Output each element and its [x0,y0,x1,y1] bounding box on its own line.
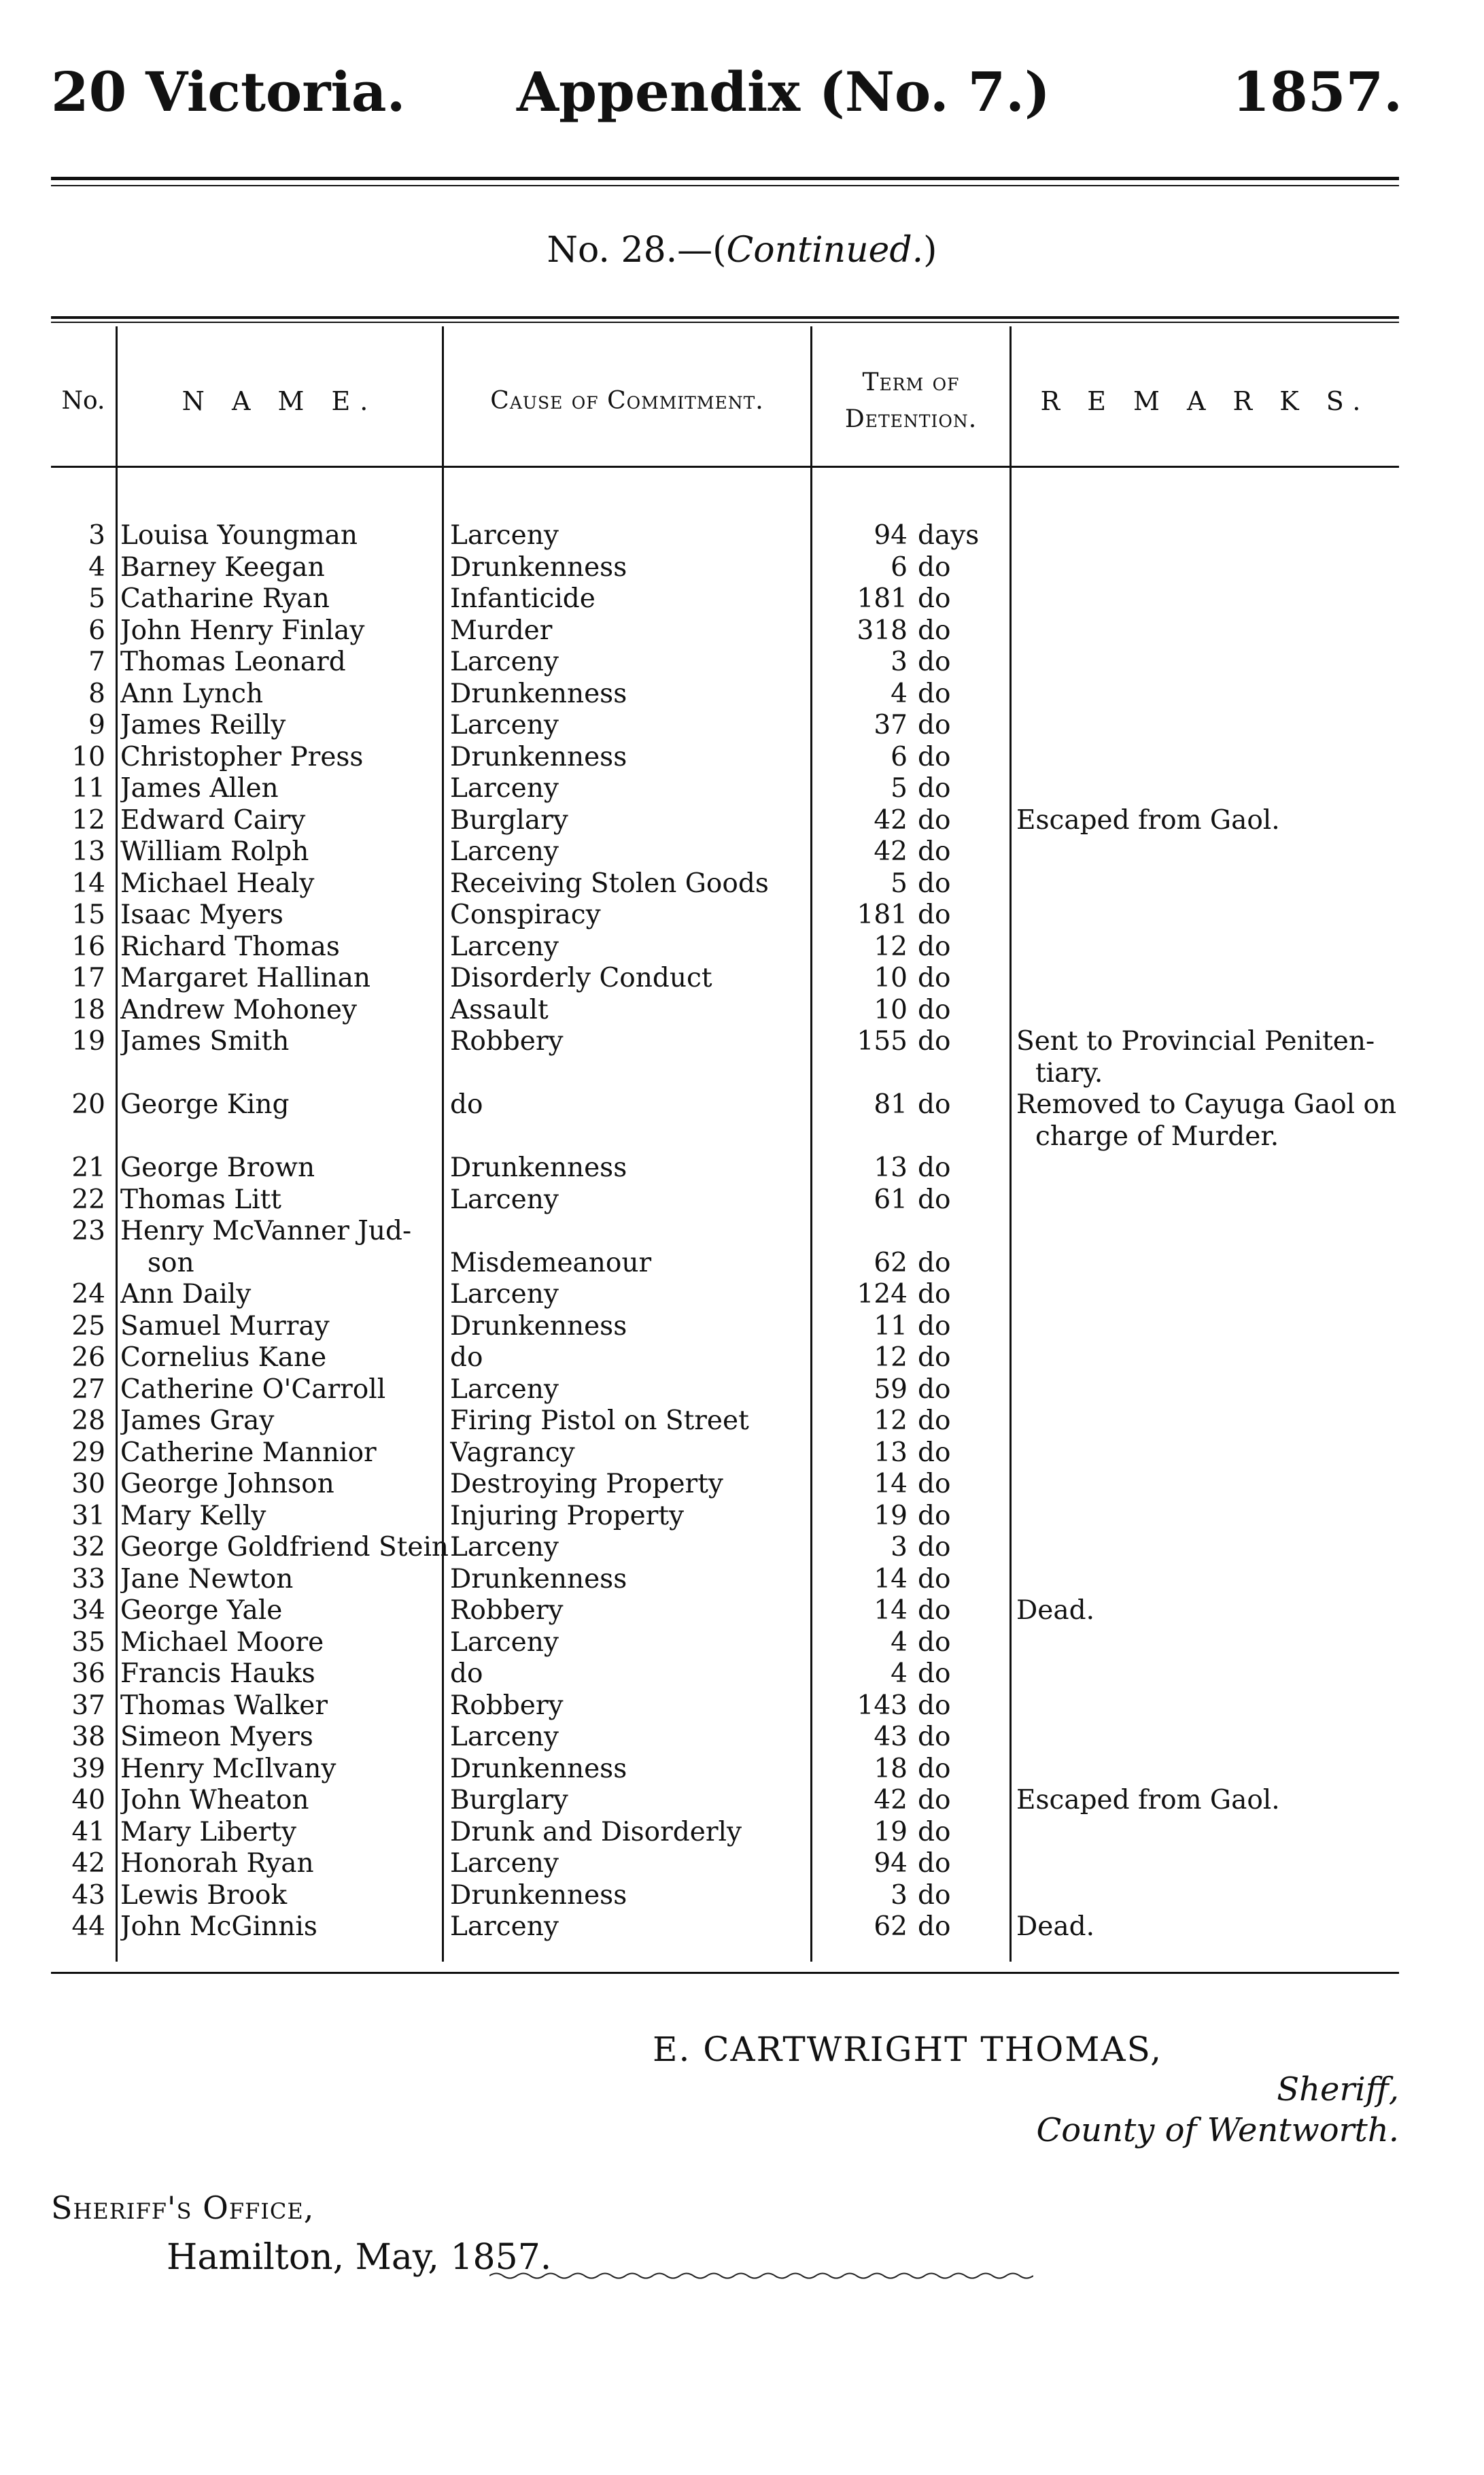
commitment-cause: Drunkenness [450,741,627,772]
remarks: Escaped from Gaol. [1016,1785,1280,1815]
prisoner-name: Samuel Murray [120,1310,330,1342]
row-number: 38 [71,1722,105,1752]
row-number: 21 [71,1153,105,1183]
detention-term: 19 [874,1816,908,1847]
detention-unit: do [918,994,951,1025]
signatory-title: Sheriff, [1277,2070,1399,2109]
commitment-cause: Larceny [450,1911,559,1942]
prisoner-name: John Henry Finlay [120,615,365,646]
commitment-cause: Drunkenness [450,1310,627,1342]
column-header-cause: Cause of Commitment. [490,387,764,415]
commitment-cause: Robbery [450,1026,564,1057]
subtitle-suffix: ) [923,230,937,271]
table-row [51,1405,1399,1437]
row-number: 9 [88,710,105,740]
prisoner-name: Lewis Brook [120,1879,288,1911]
detention-term: 59 [874,1373,908,1405]
row-number: 36 [71,1658,105,1689]
detention-term: 4 [891,1658,908,1689]
prisoner-name: Ann Lynch [120,678,264,709]
detention-term: 124 [857,1279,908,1310]
row-number: 22 [71,1184,105,1215]
table-row [51,552,1399,584]
row-number: 15 [71,900,105,930]
detention-term: 42 [874,836,908,867]
table-row [51,1911,1399,1943]
prisoner-name: George Brown [120,1153,315,1183]
commitment-cause: Disorderly Conduct [450,963,712,993]
prisoner-name: Simeon Myers [120,1722,313,1752]
row-number: 16 [71,931,105,962]
detention-term: 81 [874,1089,908,1120]
prisoner-name: James Allen [120,773,279,804]
table-row [51,1848,1399,1880]
row-number: 19 [71,1026,105,1057]
commitment-cause: Vagrancy [450,1437,575,1468]
remarks: Dead. [1016,1595,1094,1626]
header-volume: 20 Victoria. [51,60,406,124]
row-number: 32 [71,1532,105,1563]
table-row [51,805,1399,837]
table-header-rule [51,466,1399,468]
row-number: 27 [71,1373,105,1405]
table-row [51,1532,1399,1564]
prisoner-name: Thomas Walker [120,1690,328,1721]
detention-unit: do [918,1722,951,1752]
row-number: 8 [88,678,105,709]
commitment-cause: Murder [450,615,553,646]
commitment-table [51,316,1399,1968]
prisoner-name: James Reilly [120,710,286,740]
prisoner-name: Ann Daily [120,1279,252,1310]
column-header-term-line1: Term of [862,369,960,396]
remarks: Removed to Cayuga Gaol on [1016,1089,1397,1120]
table-top-rule-thin [51,322,1399,323]
detention-term: 6 [891,551,908,583]
commitment-cause: Larceny [450,1626,559,1658]
table-row [51,963,1399,995]
detention-term: 3 [891,647,908,677]
column-header-term-line2: Detention. [844,405,978,433]
table-row [51,995,1399,1027]
commitment-cause: Larceny [450,1532,559,1563]
row-number: 39 [71,1753,105,1784]
table-row [51,615,1399,647]
signatory-name: E. CARTWRIGHT THOMAS, [653,2030,1162,2069]
commitment-cause: do [450,1089,483,1120]
commitment-cause: Larceny [450,1722,559,1752]
place-date: Hamilton, May, 1857. [167,2237,552,2278]
detention-unit: do [918,1911,951,1942]
prisoner-name: George King [120,1089,290,1120]
prisoner-name: Andrew Mohoney [120,994,357,1025]
commitment-cause: Drunkenness [450,1563,627,1594]
prisoner-name: George Johnson [120,1469,334,1499]
row-number: 13 [71,836,105,867]
remarks: Sent to Provincial Peniten- [1016,1026,1375,1057]
detention-unit: do [918,647,951,677]
table-row [51,1501,1399,1533]
header-year: 1857. [1232,60,1402,124]
row-number: 3 [88,520,105,551]
row-number: 20 [71,1089,105,1120]
row-number: 42 [71,1848,105,1879]
table-row [51,1817,1399,1849]
detention-term: 181 [857,583,908,614]
prisoner-name: John Wheaton [120,1785,309,1815]
table-row [51,1690,1399,1722]
column-header-remarks: R E M A R K S. [1040,386,1370,416]
table-row [51,836,1399,868]
detention-term: 5 [891,773,908,804]
detention-unit: do [918,583,951,614]
prisoner-name-continued: son [148,1247,194,1278]
table-row [51,1311,1399,1343]
row-number: 6 [88,615,105,646]
prisoner-name: Richard Thomas [120,931,340,962]
commitment-cause: Receiving Stolen Goods [450,868,769,899]
detention-term: 3 [891,1879,908,1911]
detention-term: 10 [874,963,908,993]
detention-term: 4 [891,1626,908,1658]
row-number: 23 [71,1216,105,1246]
detention-unit: do [918,1184,951,1215]
detention-term: 94 [874,1848,908,1879]
detention-unit: do [918,710,951,740]
table-row [51,1184,1399,1216]
row-number: 11 [71,773,105,804]
prisoner-name: Jane Newton [120,1563,294,1594]
table-row [51,1026,1399,1089]
table-row [51,1279,1399,1311]
commitment-cause: Drunk and Disorderly [450,1816,742,1847]
remarks-continued: charge of Murder. [1035,1121,1279,1152]
prisoner-name: George Yale [120,1595,283,1626]
table-row [51,583,1399,615]
commitment-cause: do [450,1342,483,1373]
detention-unit: do [918,1279,951,1310]
commitment-cause: Drunkenness [450,1153,627,1183]
detention-unit: do [918,1753,951,1784]
table-row [51,1089,1399,1152]
detention-unit: do [918,1595,951,1626]
commitment-cause: Drunkenness [450,551,627,583]
detention-term: 318 [857,615,908,646]
row-number: 30 [71,1469,105,1499]
row-number: 14 [71,868,105,899]
table-top-rule [51,316,1399,319]
row-number: 34 [71,1595,105,1626]
prisoner-name: Louisa Youngman [120,520,358,551]
table-row [51,679,1399,711]
table-row [51,520,1399,552]
detention-unit: do [918,836,951,867]
detention-term: 12 [874,931,908,962]
table-row [51,1153,1399,1184]
row-number: 7 [88,647,105,677]
table-row [51,1342,1399,1374]
table-row [51,1754,1399,1786]
prisoner-name: Henry McIlvany [120,1753,337,1784]
detention-unit: days [918,520,980,551]
detention-term: 37 [874,710,908,740]
commitment-cause: Larceny [450,1848,559,1879]
table-row [51,1722,1399,1754]
table-row [51,647,1399,679]
table-row [51,773,1399,805]
prisoner-name: Michael Moore [120,1626,324,1658]
detention-term: 94 [874,520,908,551]
remarks-continued: tiary. [1035,1057,1103,1089]
detention-term: 6 [891,741,908,772]
prisoner-name: Mary Liberty [120,1816,297,1847]
commitment-cause: do [450,1658,483,1689]
prisoner-name: Barney Keegan [120,551,325,583]
commitment-cause: Drunkenness [450,1879,627,1911]
prisoner-name: James Smith [120,1026,290,1057]
detention-unit: do [918,678,951,709]
detention-unit: do [918,551,951,583]
prisoner-name: Thomas Litt [120,1184,281,1215]
row-number: 37 [71,1690,105,1721]
column-header-term [812,347,1010,456]
row-number: 10 [71,741,105,772]
detention-unit: do [918,1405,951,1436]
table-row [51,1627,1399,1659]
commitment-cause: Drunkenness [450,1753,627,1784]
commitment-cause: Larceny [450,931,559,962]
prisoner-name: Francis Hauks [120,1658,315,1689]
row-number: 41 [71,1816,105,1847]
row-number: 4 [88,551,105,583]
commitment-cause: Larceny [450,773,559,804]
commitment-cause: Drunkenness [450,678,627,709]
header-rule-thick [51,177,1399,180]
table-row [51,1374,1399,1406]
row-number: 12 [71,804,105,836]
commitment-cause: Burglary [450,1785,568,1815]
prisoner-name: Isaac Myers [120,900,283,930]
detention-unit: do [918,1026,951,1057]
detention-term: 18 [874,1753,908,1784]
prisoner-name: Catherine O'Carroll [120,1373,386,1405]
table-row [51,1437,1399,1469]
detention-term: 11 [874,1310,908,1342]
row-number: 24 [71,1279,105,1310]
subtitle-continued: Continued. [726,230,924,271]
prisoner-name: George Goldfriend Stein [120,1532,449,1563]
detention-term: 14 [874,1469,908,1499]
table-subtitle [0,230,1484,271]
detention-unit: do [918,1469,951,1499]
detention-unit: do [918,868,951,899]
detention-term: 42 [874,1785,908,1815]
commitment-cause: Firing Pistol on Street [450,1405,749,1436]
prisoner-name: William Rolph [120,836,309,867]
table-row [51,742,1399,774]
detention-term: 62 [874,1247,908,1278]
detention-unit: do [918,1626,951,1658]
row-number: 25 [71,1310,105,1342]
detention-unit: do [918,1879,951,1911]
row-number: 18 [71,994,105,1025]
commitment-cause: Larceny [450,836,559,867]
detention-term: 43 [874,1722,908,1752]
column-header-no: No. [61,387,105,415]
commitment-cause: Injuring Property [450,1500,685,1531]
row-number: 5 [88,583,105,614]
detention-term: 61 [874,1184,908,1215]
commitment-cause: Assault [450,994,549,1025]
detention-unit: do [918,1437,951,1468]
prisoner-name: John McGinnis [120,1911,317,1942]
prisoner-name: James Gray [120,1405,275,1436]
detention-unit: do [918,804,951,836]
decorative-wavy-rule [489,2271,1033,2281]
commitment-cause: Infanticide [450,583,596,614]
table-row [51,1216,1399,1278]
table-row [51,1469,1399,1501]
column-header-name: N A M E. [182,386,378,416]
detention-unit: do [918,1310,951,1342]
remarks: Dead. [1016,1911,1094,1942]
detention-term: 155 [857,1026,908,1057]
commitment-cause: Destroying Property [450,1469,723,1499]
row-number: 33 [71,1563,105,1594]
prisoner-name: Margaret Hallinan [120,963,371,993]
detention-unit: do [918,1089,951,1120]
row-number: 31 [71,1500,105,1531]
detention-term: 5 [891,868,908,899]
detention-unit: do [918,741,951,772]
row-number: 26 [71,1342,105,1373]
table-bottom-rule [51,1972,1399,1974]
detention-unit: do [918,1500,951,1531]
detention-unit: do [918,1785,951,1815]
row-number: 17 [71,963,105,993]
detention-term: 143 [857,1690,908,1721]
row-number: 28 [71,1405,105,1436]
table-row [51,932,1399,963]
row-number: 35 [71,1626,105,1658]
commitment-cause: Robbery [450,1595,564,1626]
prisoner-name: Mary Kelly [120,1500,266,1531]
table-row [51,1564,1399,1596]
prisoner-name: Henry McVanner Jud- [120,1216,412,1246]
detention-unit: do [918,1563,951,1594]
detention-term: 14 [874,1595,908,1626]
header-rule-thin [51,185,1399,186]
prisoner-name: Catharine Ryan [120,583,330,614]
detention-unit: do [918,1658,951,1689]
table-row [51,1595,1399,1627]
detention-term: 4 [891,678,908,709]
prisoner-name: Cornelius Kane [120,1342,327,1373]
commitment-cause: Larceny [450,647,559,677]
commitment-cause: Conspiracy [450,900,601,930]
table-row [51,1658,1399,1690]
detention-unit: do [918,931,951,962]
table-row [51,710,1399,742]
table-row [51,868,1399,900]
table-row [51,1785,1399,1817]
header-appendix: Appendix (No. 7.) [517,60,1050,124]
detention-term: 12 [874,1342,908,1373]
detention-unit: do [918,615,951,646]
prisoner-name: Catherine Mannior [120,1437,377,1468]
office-label: Sheriff's Office, [51,2189,315,2226]
row-number: 43 [71,1879,105,1911]
detention-term: 181 [857,900,908,930]
detention-unit: do [918,1816,951,1847]
prisoner-name: Michael Healy [120,868,315,899]
detention-term: 62 [874,1911,908,1942]
detention-term: 13 [874,1437,908,1468]
detention-unit: do [918,1247,951,1278]
detention-unit: do [918,1532,951,1563]
detention-unit: do [918,773,951,804]
subtitle-prefix: No. 28.—( [547,230,727,271]
prisoner-name: Thomas Leonard [120,647,346,677]
commitment-cause: Larceny [450,1373,559,1405]
detention-term: 3 [891,1532,908,1563]
detention-unit: do [918,1342,951,1373]
commitment-cause: Larceny [450,1279,559,1310]
detention-unit: do [918,1373,951,1405]
commitment-cause: Larceny [450,1184,559,1215]
row-number: 44 [71,1911,105,1942]
detention-unit: do [918,1848,951,1879]
prisoner-name: Christopher Press [120,741,364,772]
prisoner-name: Edward Cairy [120,804,306,836]
table-row [51,900,1399,932]
commitment-cause: Robbery [450,1690,564,1721]
commitment-cause: Larceny [450,710,559,740]
detention-unit: do [918,1690,951,1721]
prisoner-name: Honorah Ryan [120,1848,314,1879]
table-row [51,1880,1399,1912]
detention-term: 12 [874,1405,908,1436]
detention-unit: do [918,1153,951,1183]
detention-term: 19 [874,1500,908,1531]
signatory-county: County of Wentworth. [1036,2111,1399,2149]
detention-term: 42 [874,804,908,836]
row-number: 29 [71,1437,105,1468]
detention-unit: do [918,963,951,993]
commitment-cause: Larceny [450,520,559,551]
detention-term: 14 [874,1563,908,1594]
commitment-cause: Burglary [450,804,568,836]
remarks: Escaped from Gaol. [1016,804,1280,836]
detention-term: 13 [874,1153,908,1183]
detention-term: 10 [874,994,908,1025]
commitment-cause: Misdemeanour [450,1247,652,1278]
row-number: 40 [71,1785,105,1815]
detention-unit: do [918,900,951,930]
